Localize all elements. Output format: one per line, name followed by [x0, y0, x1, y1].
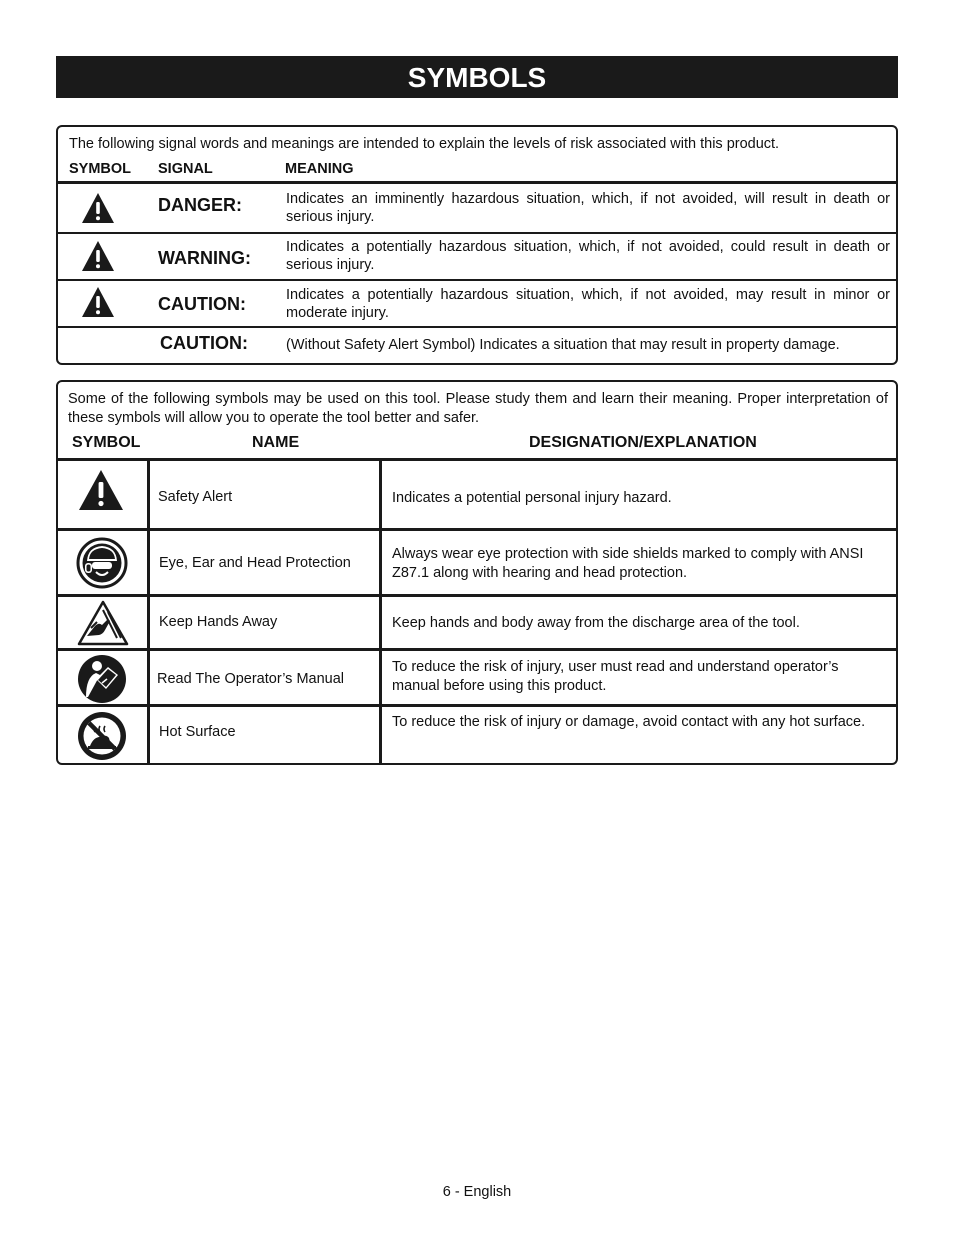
symbol-row-hot-surface [58, 707, 896, 763]
symbol-row-keep-hands-away [58, 597, 896, 648]
symbol-expl-hot-surface: To reduce the risk of injury or damage, avoid contact with any hot surface. [392, 714, 866, 730]
read-manual-icon [76, 653, 128, 705]
signal-meaning-warning: Indicates a potentially hazardous situation, which, if not avoided, could result in death or serious injury. [286, 239, 890, 273]
signal-intro-text: The following signal words and meanings are intended to explain the levels of risk associated with this product. [69, 136, 780, 152]
page-footer: 6 - English [442, 1184, 512, 1200]
safety-alert-triangle-icon [81, 286, 115, 318]
keep-hands-away-icon [77, 600, 129, 646]
signal-word-caution-property: CAUTION: [160, 333, 248, 353]
symbol-row-read-manual [58, 651, 896, 704]
signal-meaning-caution-property: (Without Safety Alert Symbol) Indicates a situation that may result in property damage. [286, 337, 840, 353]
signal-word-warning: WARNING: [158, 248, 251, 268]
symbol-name-eye-ear-head: Eye, Ear and Head Protection [159, 555, 351, 571]
header-signal: SIGNAL [158, 161, 213, 177]
signal-word-danger: DANGER: [158, 195, 242, 215]
signal-row-danger [58, 184, 896, 232]
signal-row-warning [58, 234, 896, 279]
header-meaning: MEANING [285, 161, 354, 177]
symbol-expl-eye-ear-head: Always wear eye protection with side shields marked to comply with ANSI Z87.1 along with hearing and head protection. [392, 546, 864, 581]
symbol-expl-safety-alert: Indicates a potential personal injury hazard. [392, 490, 672, 506]
eye-ear-head-protection-icon [76, 537, 128, 589]
symbols-intro-text: Some of the following symbols may be used on this tool. Please study them and learn their meaning. Proper interpretation of these symbols will allow you to operate the tool better and safer. [68, 391, 888, 426]
symbol-row-safety-alert [58, 461, 896, 528]
safety-alert-triangle-icon [81, 192, 115, 224]
symbol-name-keep-hands-away: Keep Hands Away [159, 614, 278, 630]
header-symbol: SYMBOL [72, 434, 141, 451]
symbol-name-hot-surface: Hot Surface [159, 724, 236, 740]
header-symbol: SYMBOL [69, 161, 132, 177]
signal-word-caution: CAUTION: [158, 294, 246, 314]
signal-words-table [56, 125, 898, 365]
symbol-expl-keep-hands-away: Keep hands and body away from the discharge area of the tool. [392, 615, 800, 631]
symbol-name-read-manual: Read The Operator’s Manual [157, 671, 344, 687]
safety-alert-triangle-icon [81, 240, 115, 272]
signal-row-caution [58, 281, 896, 326]
signal-row-caution-property [58, 328, 896, 363]
header-name: NAME [252, 434, 300, 451]
symbols-table [56, 380, 898, 765]
hot-surface-icon [76, 710, 128, 762]
page-title: SYMBOLS [56, 56, 898, 98]
signal-meaning-caution: Indicates a potentially hazardous situation, which, if not avoided, may result in minor or moderate injury. [286, 287, 890, 321]
symbol-row-eye-ear-head [58, 531, 896, 594]
safety-alert-icon [78, 469, 124, 511]
signal-meaning-danger: Indicates an imminently hazardous situation, which, if not avoided, will result in death or serious injury. [286, 191, 890, 225]
symbol-expl-read-manual: To reduce the risk of injury, user must read and understand operator’s manual before using this product. [392, 659, 839, 694]
header-designation: DESIGNATION/EXPLANATION [529, 434, 757, 451]
symbol-name-safety-alert: Safety Alert [158, 489, 233, 505]
